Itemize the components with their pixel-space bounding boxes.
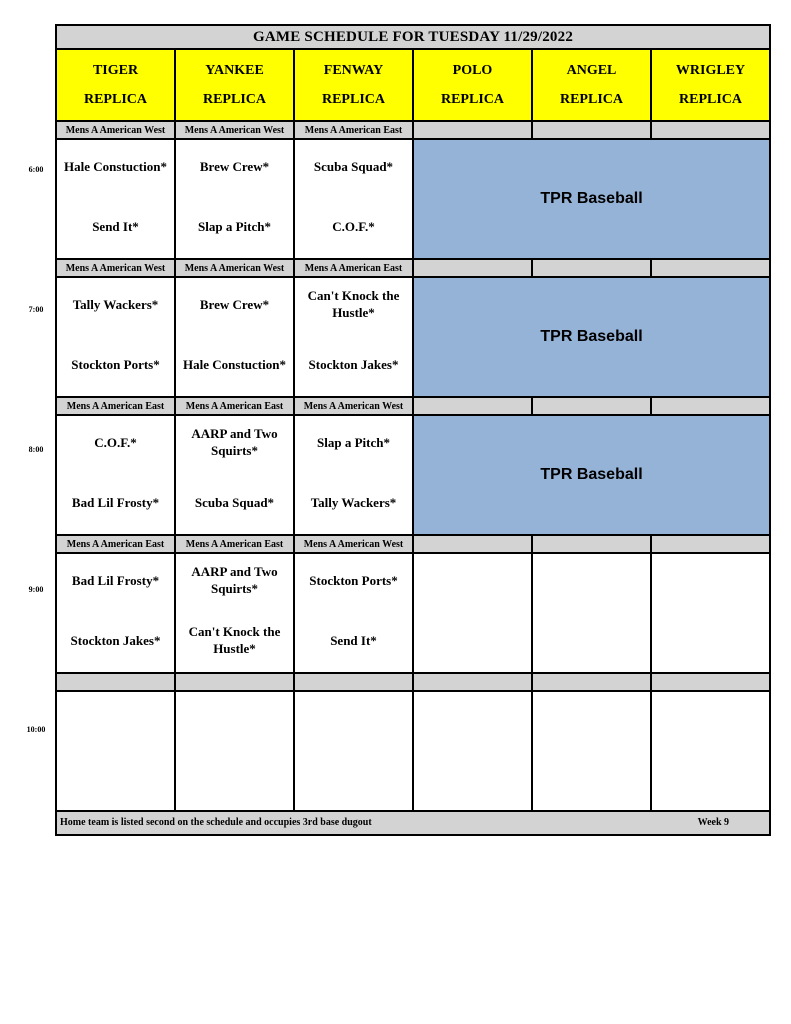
game-cell-empty	[413, 553, 532, 673]
schedule-table	[55, 24, 771, 836]
away-team: Bad Lil Frosty*	[71, 572, 160, 588]
division-label-empty	[532, 121, 651, 139]
home-team: Hale Constuction*	[183, 356, 286, 372]
week-label: Week 9	[697, 817, 730, 828]
division-label-empty	[413, 397, 532, 415]
game-cell	[294, 415, 413, 535]
game-cell-empty	[413, 691, 532, 811]
division-label: Mens A American West	[56, 121, 175, 139]
game-cell-empty	[532, 691, 651, 811]
division-label-empty	[56, 673, 175, 691]
division-label: Mens A American West	[294, 397, 413, 415]
field-header-yankee	[175, 49, 294, 121]
field-header-fenway	[294, 49, 413, 121]
division-label-empty	[413, 121, 532, 139]
field-name: YANKEE	[205, 62, 264, 78]
field-name: ANGEL	[566, 62, 617, 78]
field-type: REPLICA	[440, 91, 504, 107]
field-name: FENWAY	[323, 62, 384, 78]
division-label: Mens A American East	[294, 121, 413, 139]
time-label: 10:00	[26, 725, 46, 734]
field-type: REPLICA	[83, 91, 147, 107]
game-cell	[294, 277, 413, 397]
field-type: REPLICA	[202, 91, 266, 107]
away-team: AARP and Two Squirts*	[191, 426, 278, 458]
home-team: Slap a Pitch*	[198, 218, 271, 234]
away-team: AARP and Two Squirts*	[191, 564, 278, 596]
reserved-block: TPR Baseball	[413, 415, 770, 535]
home-team: Send It*	[330, 632, 377, 648]
division-label: Mens A American West	[175, 121, 294, 139]
field-name: WRIGLEY	[675, 62, 746, 78]
time-label: 6:00	[28, 165, 44, 174]
away-team: Hale Constuction*	[64, 158, 167, 174]
game-cell	[56, 277, 175, 397]
division-label: Mens A American West	[56, 259, 175, 277]
division-label: Mens A American West	[294, 535, 413, 553]
division-label: Mens A American East	[175, 397, 294, 415]
division-label-empty	[175, 673, 294, 691]
field-type: REPLICA	[679, 91, 743, 107]
away-team: Stockton Ports*	[309, 572, 398, 588]
home-team: Stockton Ports*	[71, 356, 160, 372]
footer-note: Home team is listed second on the schedule and occupies 3rd base dugout	[60, 817, 372, 828]
home-team: Send It*	[92, 218, 139, 234]
away-team: Brew Crew*	[199, 296, 270, 312]
division-label-empty	[651, 121, 770, 139]
division-label-empty	[532, 673, 651, 691]
home-team: Scuba Squad*	[194, 494, 275, 510]
game-cell-empty	[56, 691, 175, 811]
division-label-empty	[532, 535, 651, 553]
time-label: 8:00	[28, 445, 44, 454]
field-header-tiger	[56, 49, 175, 121]
home-team: Can't Knock the Hustle*	[188, 624, 281, 656]
division-label-empty	[294, 673, 413, 691]
division-label: Mens A American East	[56, 397, 175, 415]
footer-bar	[56, 811, 770, 835]
home-team: Bad Lil Frosty*	[71, 494, 160, 510]
away-team: Brew Crew*	[199, 158, 270, 174]
field-name: POLO	[452, 62, 493, 78]
division-label: Mens A American East	[294, 259, 413, 277]
division-label-empty	[651, 259, 770, 277]
away-team: C.O.F.*	[94, 434, 137, 450]
home-team: Tally Wackers*	[310, 494, 397, 510]
home-team: Stockton Jakes*	[70, 632, 161, 648]
home-team: Stockton Jakes*	[308, 356, 399, 372]
away-team: Tally Wackers*	[72, 296, 159, 312]
away-team: Scuba Squad*	[313, 158, 394, 174]
division-label-empty	[413, 535, 532, 553]
game-cell	[294, 139, 413, 259]
game-cell	[175, 553, 294, 673]
away-team: Can't Knock the Hustle*	[307, 288, 400, 320]
field-type: REPLICA	[559, 91, 623, 107]
game-cell-empty	[175, 691, 294, 811]
game-cell	[56, 139, 175, 259]
division-label-empty	[651, 535, 770, 553]
division-label-empty	[532, 259, 651, 277]
game-cell-empty	[651, 553, 770, 673]
game-cell	[56, 553, 175, 673]
field-type: REPLICA	[321, 91, 385, 107]
division-label-empty	[651, 397, 770, 415]
schedule-title: GAME SCHEDULE FOR TUESDAY 11/29/2022	[56, 25, 770, 49]
field-header-wrigley	[651, 49, 770, 121]
game-cell	[294, 553, 413, 673]
field-header-angel	[532, 49, 651, 121]
division-label-empty	[413, 673, 532, 691]
division-label-empty	[413, 259, 532, 277]
reserved-block: TPR Baseball	[413, 277, 770, 397]
division-label: Mens A American West	[175, 259, 294, 277]
division-label: Mens A American East	[56, 535, 175, 553]
division-label: Mens A American East	[175, 535, 294, 553]
field-header-polo	[413, 49, 532, 121]
time-label: 7:00	[28, 305, 44, 314]
home-team: C.O.F.*	[332, 218, 375, 234]
game-cell-empty	[532, 553, 651, 673]
division-label-empty	[651, 673, 770, 691]
field-name: TIGER	[92, 62, 139, 78]
game-cell	[56, 415, 175, 535]
game-cell-empty	[294, 691, 413, 811]
division-label-empty	[532, 397, 651, 415]
game-cell-empty	[651, 691, 770, 811]
time-label: 9:00	[28, 585, 44, 594]
reserved-block: TPR Baseball	[413, 139, 770, 259]
away-team: Slap a Pitch*	[317, 434, 390, 450]
game-cell	[175, 277, 294, 397]
game-cell	[175, 415, 294, 535]
game-cell	[175, 139, 294, 259]
